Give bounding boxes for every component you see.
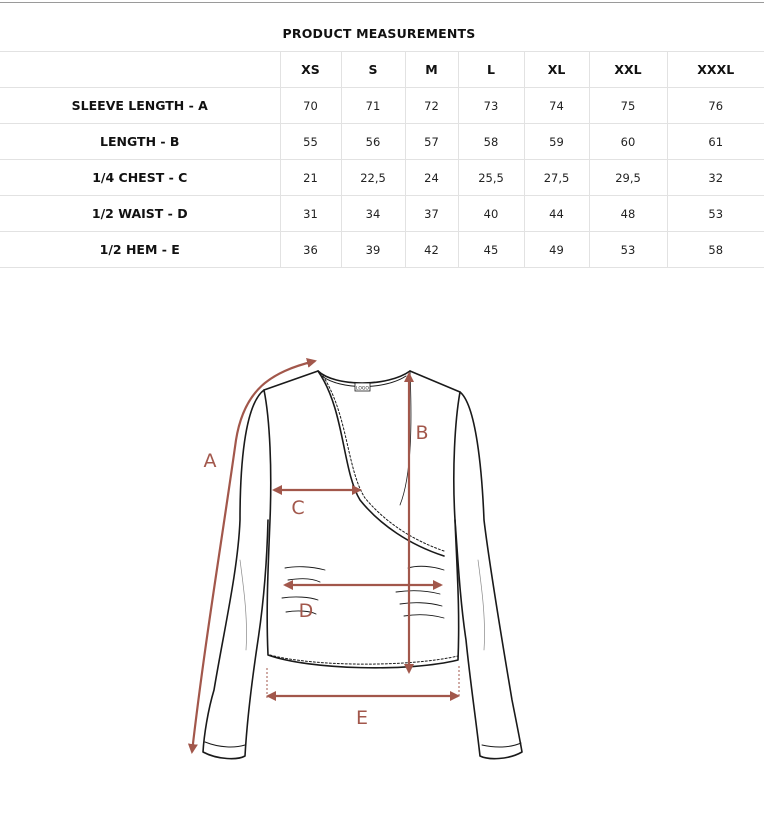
page-title: PRODUCT MEASUREMENTS bbox=[282, 26, 476, 41]
header-cell-xxl: XXL bbox=[589, 52, 667, 88]
table-cell: 74 bbox=[524, 88, 589, 124]
table-cell: 25,5 bbox=[458, 160, 524, 196]
row-label: 1/4 CHEST - C bbox=[0, 160, 280, 196]
header-cell-xxxl: XXXL bbox=[667, 52, 764, 88]
table-cell: 70 bbox=[280, 88, 341, 124]
header-cell-l: L bbox=[458, 52, 524, 88]
table-cell: 60 bbox=[589, 124, 667, 160]
table-cell: 21 bbox=[280, 160, 341, 196]
table-cell: 44 bbox=[524, 196, 589, 232]
row-label: LENGTH - B bbox=[0, 124, 280, 160]
label-d: D bbox=[298, 600, 314, 622]
arrow-a bbox=[192, 361, 315, 752]
table-cell: 55 bbox=[280, 124, 341, 160]
table-cell: 57 bbox=[405, 124, 458, 160]
row-label: SLEEVE LENGTH - A bbox=[0, 88, 280, 124]
header-cell-m: M bbox=[405, 52, 458, 88]
table-cell: 22,5 bbox=[341, 160, 405, 196]
table-cell: 24 bbox=[405, 160, 458, 196]
table-cell: 34 bbox=[341, 196, 405, 232]
table-cell: 75 bbox=[589, 88, 667, 124]
table-cell: 29,5 bbox=[589, 160, 667, 196]
table-cell: 42 bbox=[405, 232, 458, 268]
table-cell: 45 bbox=[458, 232, 524, 268]
row-label: 1/2 HEM - E bbox=[0, 232, 280, 268]
table-cell: 72 bbox=[405, 88, 458, 124]
label-e: E bbox=[355, 707, 369, 729]
measurement-arrows bbox=[192, 361, 458, 752]
table-cell: 58 bbox=[667, 232, 764, 268]
table-cell: 37 bbox=[405, 196, 458, 232]
shirt-outline bbox=[203, 371, 522, 759]
table-cell: 49 bbox=[524, 232, 589, 268]
table-cell: 56 bbox=[341, 124, 405, 160]
label-b: B bbox=[415, 422, 429, 444]
table-cell: 76 bbox=[667, 88, 764, 124]
tag-text: LOGO bbox=[356, 386, 369, 392]
label-c: C bbox=[291, 497, 305, 519]
table-cell: 39 bbox=[341, 232, 405, 268]
header-cell-xs: XS bbox=[280, 52, 341, 88]
table-cell: 32 bbox=[667, 160, 764, 196]
header-cell-s: S bbox=[341, 52, 405, 88]
table-cell: 73 bbox=[458, 88, 524, 124]
table-cell: 61 bbox=[667, 124, 764, 160]
table-cell: 40 bbox=[458, 196, 524, 232]
table-cell: 59 bbox=[524, 124, 589, 160]
table-cell: 53 bbox=[589, 232, 667, 268]
label-a: A bbox=[203, 450, 217, 472]
table-cell: 36 bbox=[280, 232, 341, 268]
table-cell: 27,5 bbox=[524, 160, 589, 196]
table-cell: 58 bbox=[458, 124, 524, 160]
hem-guides bbox=[267, 666, 459, 698]
table-cell: 31 bbox=[280, 196, 341, 232]
measurement-labels bbox=[204, 422, 429, 729]
table-cell: 48 bbox=[589, 196, 667, 232]
row-label: 1/2 WAIST - D bbox=[0, 196, 280, 232]
table-cell: 53 bbox=[667, 196, 764, 232]
header-cell-xl: XL bbox=[524, 52, 589, 88]
table-cell: 71 bbox=[341, 88, 405, 124]
